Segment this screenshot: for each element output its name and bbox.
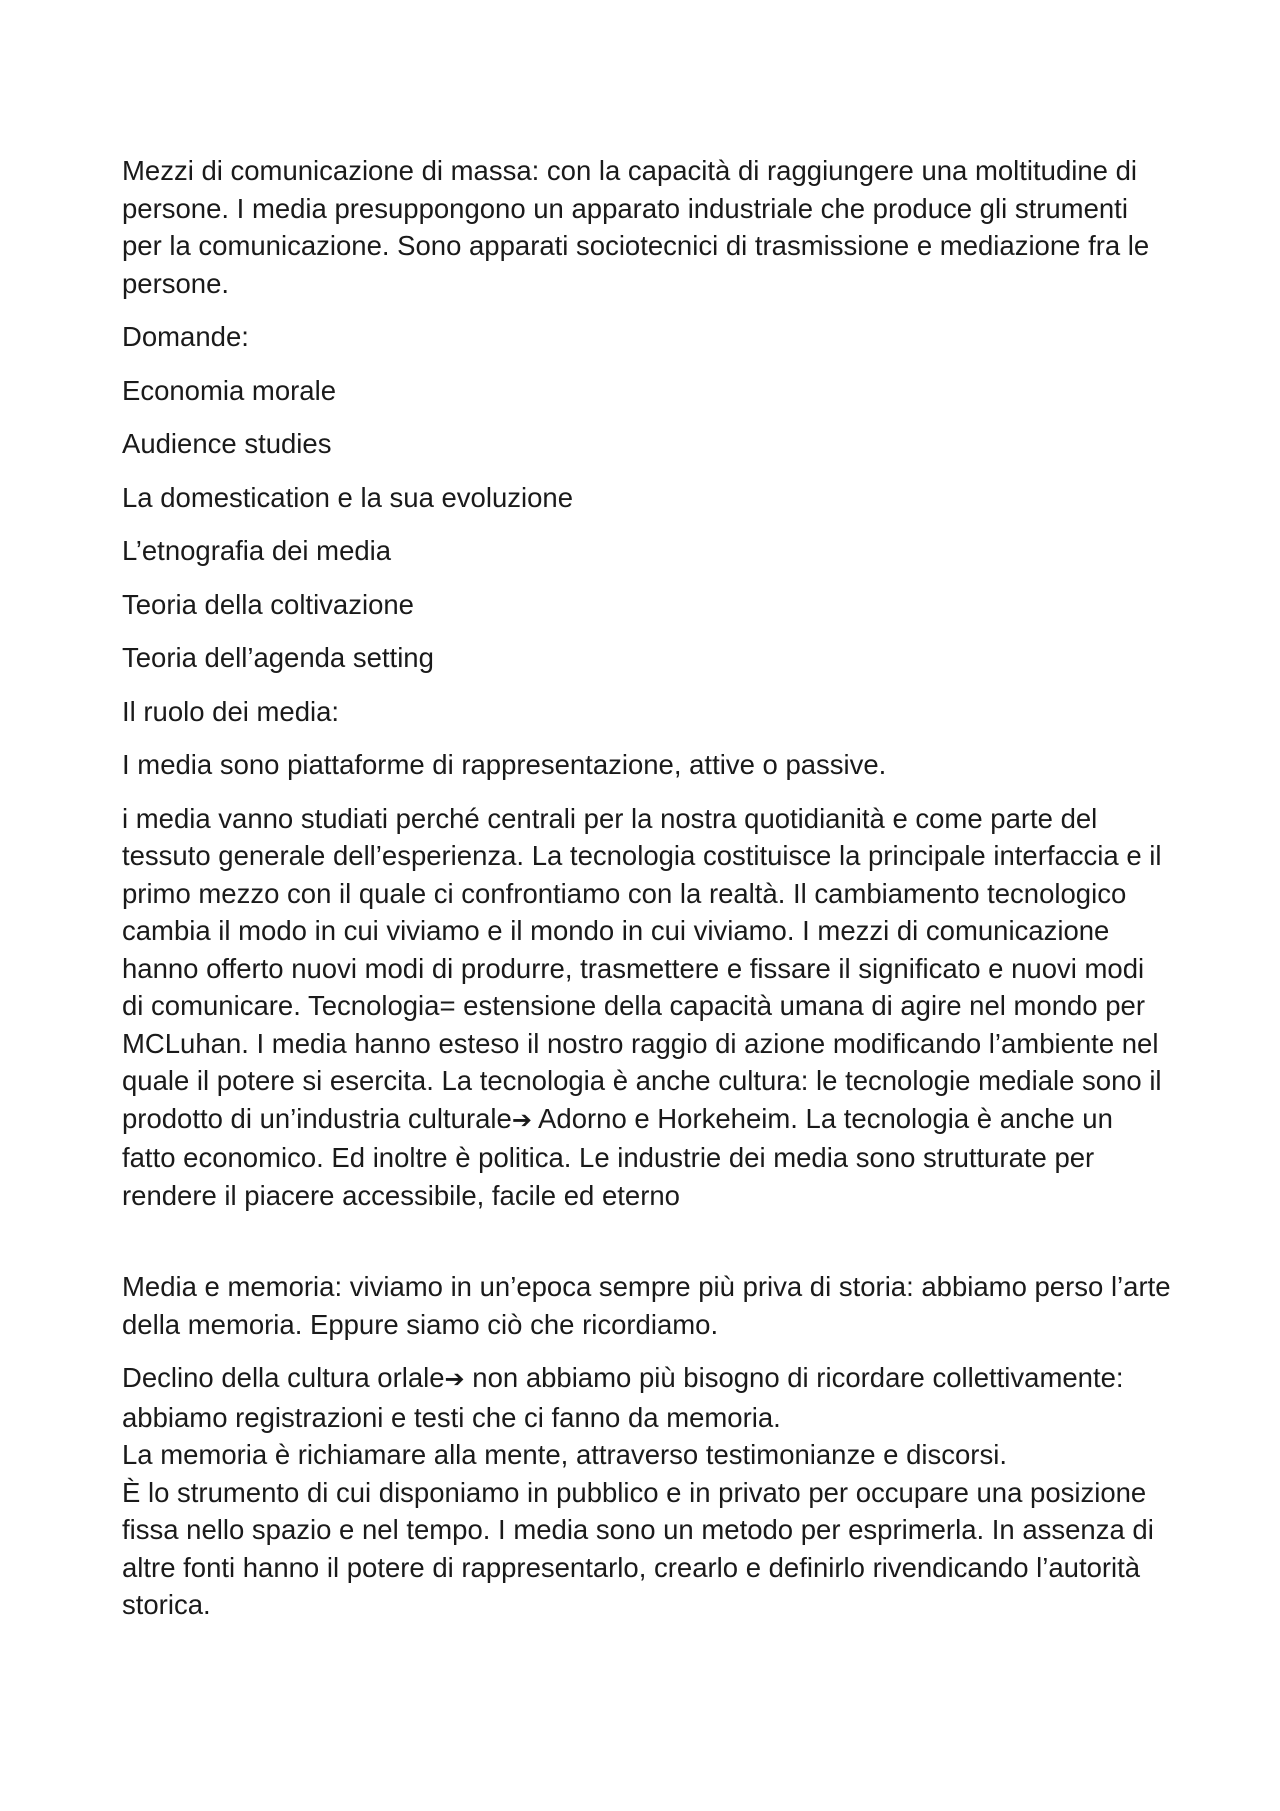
- declino-text-part2: non abbiamo più bisogno di ricordare collettivamente: abbiamo registrazioni e testi che ci fanno da memoria.: [122, 1362, 1124, 1433]
- ruolo-intro-paragraph: I media sono piattaforme di rappresentazione, attive o passive.: [122, 749, 887, 780]
- memoria-intro-paragraph: Media e memoria: viviamo in un’epoca sempre più priva di storia: abbiamo perso l’arte della memoria. Eppure siamo ciò che ricordiamo.: [122, 1271, 1171, 1340]
- arrow-icon: ➔: [444, 1365, 465, 1393]
- memoria-definizione-text: La memoria è richiamare alla mente, attraverso testimonianze e discorsi.: [122, 1439, 1007, 1470]
- topic-item: Teoria della coltivazione: [122, 588, 414, 620]
- memoria-strumento-text: È lo strumento di cui disponiamo in pubblico e in privato per occupare una posizione fissa nello spazio e nel tempo. I media sono un metodo per esprimerla. In assenza di altre fonti hanno il potere di rappresentarlo, crearlo e definirlo rivendicando l’autorità storica.: [122, 1476, 1154, 1620]
- topic-item: La domestication e la sua evoluzione: [122, 481, 573, 513]
- document-body: [122, 152, 1172, 1640]
- ruolo-heading: Il ruolo dei media:: [122, 695, 340, 727]
- studio-text-part2: Adorno e Horkeheim. La tecnologia è anche un fatto economico. Ed inoltre è politica. Le industrie dei media sono strutturate per rendere il piacere accessibile, facile ed eterno: [122, 1102, 1113, 1211]
- declino-text-part1: Declino della cultura orlale: [122, 1362, 445, 1393]
- domande-heading: Domande:: [122, 321, 249, 352]
- intro-paragraph: Mezzi di comunicazione di massa: con la capacità di raggiungere una moltitudine di persone. I media presuppongono un apparato industriale che produce gli strumenti per la comunicazione. Sono apparati sociotecnici di trasmissione e mediazione fra le persone.: [122, 155, 1150, 299]
- arrow-icon: ➔: [511, 1105, 532, 1134]
- topic-item: Teoria dell’agenda setting: [122, 642, 434, 673]
- studio-paragraph: [122, 800, 1172, 1215]
- memoria-paragraph: [122, 1359, 1172, 1624]
- studio-text-part1: i media vanno studiati perché centrali per la nostra quotidianità e come parte del tessuto generale dell’esperienza. La tecnologia costituisce la principale interfaccia e il primo mezzo con il quale ci confrontiamo con la realtà. Il cambiamento tecnologico cambia il modo in cui viviamo e il mondo in cui viviamo. I mezzi di comunicazione hanno offerto nuovi modi di produrre, trasmettere e fissare il significato e nuovi modi di comunicare. Tecnologia= estensione della capacità umana di agire nel mondo per MCLuhan. I media hanno esteso il nostro raggio di azione modificando l’ambiente nel quale il potere si esercita. La tecnologia è anche cultura: le tecnologie mediale sono il prodotto di un’industria culturale: [122, 802, 1162, 1134]
- topic-item: Audience studies: [122, 428, 332, 459]
- topic-item: Economia morale: [122, 374, 336, 406]
- topic-item: L’etnografia dei media: [122, 535, 392, 566]
